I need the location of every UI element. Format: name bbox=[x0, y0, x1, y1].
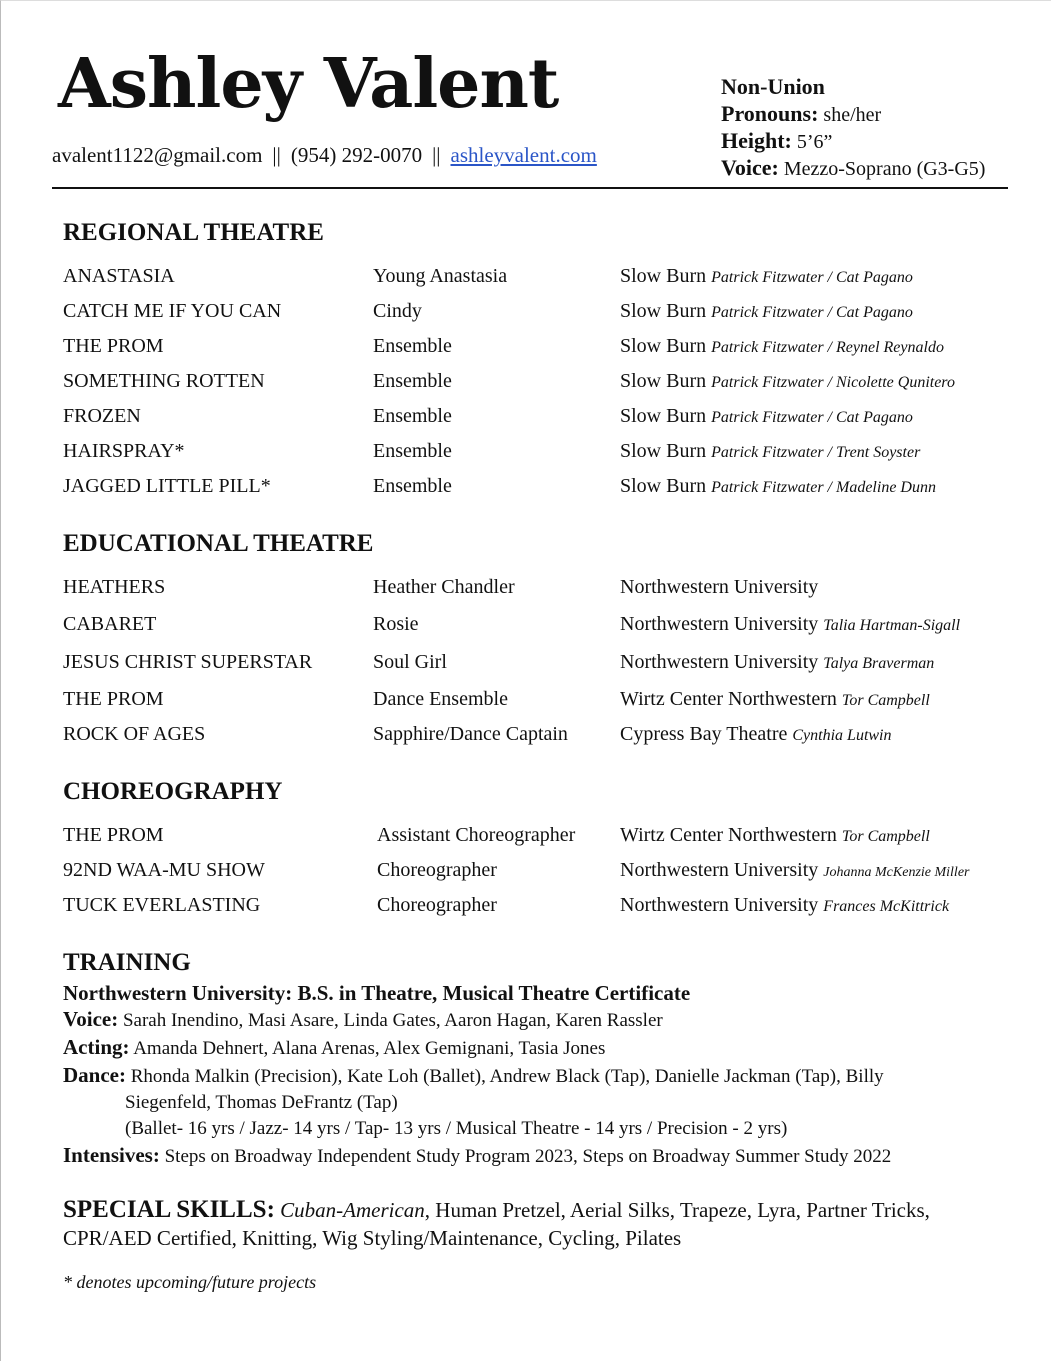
credit-row bbox=[63, 613, 1013, 641]
credit-row bbox=[63, 894, 1013, 922]
credit-role: Sapphire/Dance Captain bbox=[373, 723, 568, 745]
credit-director: Tor Campbell bbox=[841, 692, 930, 709]
separator: || bbox=[272, 143, 281, 167]
credit-venue-name: Northwestern University bbox=[620, 894, 819, 916]
credit-role: Rosie bbox=[373, 613, 419, 635]
credit-venue-name: Slow Burn bbox=[620, 405, 707, 427]
training-dance-years: (Ballet- 16 yrs / Jazz- 14 yrs / Tap- 13 yrs / Musical Theatre - 14 yrs / Precision - 2 yrs) bbox=[125, 1118, 788, 1139]
credit-venue bbox=[620, 894, 949, 917]
credit-venue bbox=[620, 651, 934, 674]
credit-venue bbox=[620, 824, 930, 847]
credit-venue-name: Slow Burn bbox=[620, 300, 707, 322]
credit-venue-name: Northwestern University bbox=[620, 613, 819, 635]
section-title-training: TRAINING bbox=[63, 949, 191, 976]
credit-row bbox=[63, 576, 1013, 604]
credit-venue bbox=[620, 688, 930, 711]
credit-director: Patrick Fitzwater / Cat Pagano bbox=[711, 304, 913, 321]
credit-venue bbox=[620, 440, 920, 463]
credit-role: Dance Ensemble bbox=[373, 688, 508, 710]
section-title-choreography: CHOREOGRAPHY bbox=[63, 778, 283, 805]
credit-venue bbox=[620, 723, 892, 746]
credit-row bbox=[63, 265, 1013, 293]
credit-venue bbox=[620, 300, 913, 323]
credit-venue bbox=[620, 370, 955, 393]
height: Height: 5’6” bbox=[721, 128, 833, 153]
credit-show: TUCK EVERLASTING bbox=[63, 894, 261, 916]
credit-venue-name: Slow Burn bbox=[620, 440, 707, 462]
credit-row bbox=[63, 824, 1013, 852]
credit-role: Assistant Choreographer bbox=[377, 824, 576, 846]
credit-director: Patrick Fitzwater / Reynel Reynaldo bbox=[711, 339, 944, 356]
credit-venue-name: Wirtz Center Northwestern bbox=[620, 688, 837, 710]
pronouns: Pronouns: she/her bbox=[721, 101, 882, 126]
credit-role: Heather Chandler bbox=[373, 576, 515, 598]
credit-role: Choreographer bbox=[377, 859, 497, 881]
credit-venue-name: Cypress Bay Theatre bbox=[620, 723, 788, 745]
credit-director: Johanna McKenzie Miller bbox=[823, 865, 970, 880]
credit-role: Soul Girl bbox=[373, 651, 447, 673]
credit-director: Patrick Fitzwater / Trent Soyster bbox=[711, 444, 921, 461]
special-skills bbox=[63, 1196, 963, 1252]
credit-role: Ensemble bbox=[373, 370, 452, 392]
credit-row bbox=[63, 475, 1013, 503]
credit-venue-name: Wirtz Center Northwestern bbox=[620, 824, 837, 846]
credit-row bbox=[63, 859, 1013, 887]
credit-venue-name: Slow Burn bbox=[620, 475, 707, 497]
credit-venue bbox=[620, 613, 960, 636]
credit-show: JESUS CHRIST SUPERSTAR bbox=[63, 651, 313, 673]
credit-show: HEATHERS bbox=[63, 576, 166, 598]
credit-venue-name: Slow Burn bbox=[620, 265, 707, 287]
training-acting: Acting: Amanda Dehnert, Alana Arenas, Alex Gemignani, Tasia Jones bbox=[63, 1035, 606, 1059]
section-title-educational: EDUCATIONAL THEATRE bbox=[63, 530, 374, 557]
phone[interactable]: (954) 292-0070 bbox=[290, 143, 423, 167]
credit-show: SOMETHING ROTTEN bbox=[63, 370, 265, 392]
credit-row bbox=[63, 688, 1013, 716]
credit-role: Ensemble bbox=[373, 405, 452, 427]
skills-heritage: Cuban-American bbox=[280, 1198, 425, 1222]
header-divider bbox=[52, 187, 1008, 189]
credit-row bbox=[63, 370, 1013, 398]
credit-row bbox=[63, 723, 1013, 751]
credit-venue bbox=[620, 335, 944, 358]
credit-venue-name: Slow Burn bbox=[620, 335, 707, 357]
credit-venue-name: Northwestern University bbox=[620, 651, 819, 673]
voice-type: Voice: Mezzo-Soprano (G3-G5) bbox=[721, 155, 986, 180]
credit-venue-name: Northwestern University bbox=[620, 859, 819, 881]
credit-venue-name: Slow Burn bbox=[620, 370, 707, 392]
info-block bbox=[721, 74, 985, 182]
credit-director: Tor Campbell bbox=[841, 828, 930, 845]
training-dance: Dance: Rhonda Malkin (Precision), Kate Loh (Ballet), Andrew Black (Tap), Danielle Jackman (Tap), Billy bbox=[63, 1063, 884, 1087]
credit-director: Cynthia Lutwin bbox=[792, 727, 892, 744]
credit-venue bbox=[620, 405, 913, 428]
credit-row bbox=[63, 440, 1013, 468]
credit-role: Cindy bbox=[373, 300, 422, 322]
credit-director: Patrick Fitzwater / Cat Pagano bbox=[711, 269, 913, 286]
website-link[interactable]: ashleyvalent.com bbox=[450, 143, 597, 167]
credit-director: Patrick Fitzwater / Madeline Dunn bbox=[711, 479, 936, 496]
training-university: Northwestern University: B.S. in Theatre, Musical Theatre Certificate bbox=[63, 981, 691, 1005]
skills-label: SPECIAL SKILLS: bbox=[63, 1196, 275, 1223]
credit-venue: Northwestern University bbox=[620, 576, 819, 598]
credit-venue bbox=[620, 265, 913, 288]
credit-row bbox=[63, 300, 1013, 328]
credit-venue bbox=[620, 859, 969, 882]
training-dance-cont: Siegenfeld, Thomas DeFrantz (Tap) bbox=[125, 1092, 398, 1113]
skills-list: , Human Pretzel, Aerial Silks, Trapeze, Lyra, Partner Tricks, CPR/AED Certified, Knitting, Wig Styling/Maintenance, Cycling, Pilates bbox=[63, 1198, 930, 1250]
credit-show: 92ND WAA-MU SHOW bbox=[63, 859, 265, 881]
credit-director: Patrick Fitzwater / Nicolette Qunitero bbox=[711, 374, 955, 391]
credit-show: THE PROM bbox=[63, 335, 164, 357]
credit-show: CABARET bbox=[63, 613, 157, 635]
credit-director: Frances McKittrick bbox=[823, 898, 950, 915]
credit-director: Talia Hartman-Sigall bbox=[823, 617, 961, 634]
credit-show: HAIRSPRAY* bbox=[63, 440, 185, 462]
credit-role: Ensemble bbox=[373, 475, 452, 497]
training-voice: Voice: Sarah Inendino, Masi Asare, Linda Gates, Aaron Hagan, Karen Rassler bbox=[63, 1007, 663, 1031]
footnote: * denotes upcoming/future projects bbox=[63, 1272, 317, 1292]
credit-show: ROCK OF AGES bbox=[63, 723, 206, 745]
contact-line bbox=[52, 143, 597, 168]
separator: || bbox=[432, 143, 441, 167]
credit-role: Ensemble bbox=[373, 440, 452, 462]
credit-director: Patrick Fitzwater / Cat Pagano bbox=[711, 409, 913, 426]
training-intensives: Intensives: Steps on Broadway Independent Study Program 2023, Steps on Broadway Summer Study 2022 bbox=[63, 1143, 892, 1167]
credit-venue bbox=[620, 475, 936, 498]
training-block bbox=[63, 980, 1023, 1170]
resume-name: Ashley Valent bbox=[58, 44, 559, 124]
credit-show: THE PROM bbox=[63, 688, 164, 710]
credit-role: Young Anastasia bbox=[373, 265, 508, 287]
credit-row bbox=[63, 335, 1013, 363]
credit-show: ANASTASIA bbox=[63, 265, 175, 287]
credit-row bbox=[63, 405, 1013, 433]
credit-director: Talya Braverman bbox=[823, 655, 935, 672]
section-title-regional: REGIONAL THEATRE bbox=[63, 219, 324, 246]
credit-show: CATCH ME IF YOU CAN bbox=[63, 300, 282, 322]
credit-show: FROZEN bbox=[63, 405, 141, 427]
credit-show: THE PROM bbox=[63, 824, 164, 846]
credit-show: JAGGED LITTLE PILL* bbox=[63, 475, 271, 497]
union-status: Non-Union bbox=[721, 74, 825, 99]
credit-role: Choreographer bbox=[377, 894, 497, 916]
credit-role: Ensemble bbox=[373, 335, 452, 357]
credit-row bbox=[63, 651, 1013, 679]
email[interactable]: avalent1122@gmail.com bbox=[52, 143, 263, 167]
